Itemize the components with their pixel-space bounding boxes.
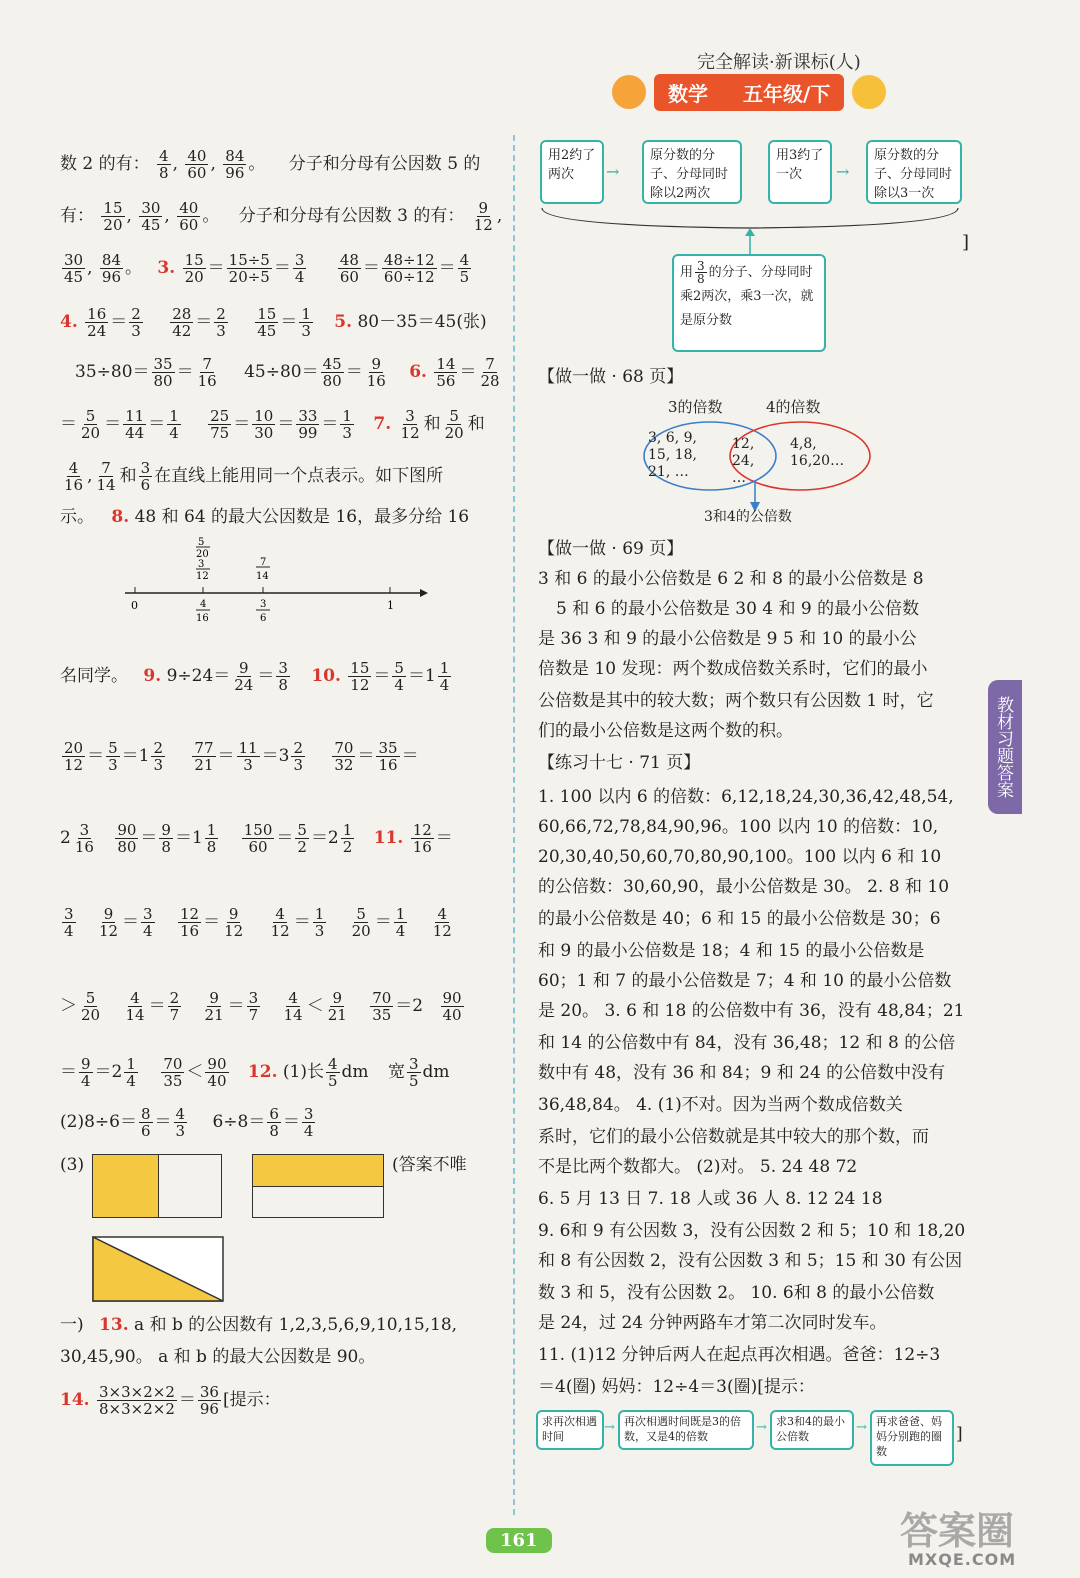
left-line-16 — [60, 1314, 457, 1336]
text-line: 5 和 6 的最小公倍数是 30 4 和 9 的最小公倍数 — [556, 599, 920, 619]
q-number: 3. — [157, 258, 176, 278]
page-number: 161 — [486, 1528, 552, 1553]
left-line-8 — [60, 506, 469, 528]
section-71: 【练习十七 · 71 页】 — [538, 753, 701, 773]
bird-right-icon — [852, 75, 886, 109]
flow1-bottom-box: 用 $\frac{3}{8}$ 的分子、分母同时乘2两次，乘3一次，就是原分数 — [672, 254, 826, 352]
flow1-box-4: 原分数的分子、分母同时除以3一次 — [866, 140, 962, 204]
svg-text:0: 0 — [131, 599, 138, 612]
text-line: 是 36 3 和 9 的最小公倍数是 9 5 和 10 的最小公 — [538, 629, 917, 649]
unit: dm — [341, 1062, 369, 1082]
text-line: 和 8 有公因数 2，没有公因数 3 和 5；15 和 30 有公因 — [538, 1251, 963, 1271]
subject-grade-banner — [654, 74, 844, 111]
grade-label: 五年级/下 — [742, 81, 831, 106]
header-banner — [612, 72, 952, 112]
svg-text:7: 7 — [260, 557, 267, 568]
text-line: 1. 100 以内 6 的倍数：6,12,18,24,30,36,42,48,54, — [538, 787, 954, 807]
flow1-box-2: 原分数的分子、分母同时除以2两次 — [642, 140, 742, 204]
text-line: 36,48,84。 4. (1)不对。因为当两个数成倍数关 — [538, 1095, 903, 1115]
venn-mid-values: 12, 24, … — [732, 436, 755, 486]
text-line: 6. 5 月 13 日 7. 18 人或 36 人 8. 12 24 18 — [538, 1189, 883, 1209]
text: 分子和分母有公因数 5 的 — [288, 154, 481, 174]
flow2-box-1: 求再次相遇时间 — [536, 1410, 604, 1450]
text: [提示： — [222, 1390, 281, 1410]
text: 示。 — [60, 507, 94, 527]
text-line: 11. (1)12 分钟后两人在起点再次相遇。爸爸：12÷3 — [538, 1345, 941, 1365]
section-69: 【做一做 · 69 页】 — [538, 539, 684, 559]
svg-text:14: 14 — [256, 571, 269, 582]
arrow-right-icon: → — [606, 162, 620, 181]
left-line-1: 数 2 的有： $\frac{4}{8}$ , $\frac{40}{60}$ , $\frac{84}{96}$ 。 分子和分母有公因数 5 的 — [60, 147, 481, 182]
left-line-13: ＞ $\frac{5}{20}$ $\frac{4}{14}$ ＝ $\frac{2}{7}$ $\frac{9}{21}$ ＝ $\frac{3}{7}$ $\frac{4}{14}$ ＜ $\frac{9}{21}$ $\frac{70}{35}$ ＝2 $\frac{90}{40}$ — [60, 989, 462, 1024]
text: 一) — [60, 1315, 84, 1335]
text-line: 不是比两个数都大。 (2)对。 5. 24 48 72 — [538, 1157, 858, 1177]
left-line-12: $\frac{3}{4}$ $\frac{9}{12}$ ＝ $\frac{3}{4}$ $\frac{12}{16}$ ＝ $\frac{9}{12}$ $\frac{4}{12}$ ＝ $\frac{1}{3}$ $\frac{5}{20}$ ＝ $\frac{1}{4}$ $\frac{4}{12}$ — [64, 905, 452, 940]
subject-label: 数学 — [668, 81, 708, 106]
arrow-right-icon: → — [604, 1420, 615, 1435]
text: 在直线上能用同一个点表示。如下图所 — [154, 466, 444, 486]
flow2-box-3: 求3和4的最小公倍数 — [770, 1410, 854, 1450]
text: 用 — [680, 265, 694, 280]
q-number: 14. — [60, 1390, 90, 1410]
book-title: 完全解读·新课标(人) — [697, 52, 861, 73]
svg-text:12: 12 — [196, 571, 209, 582]
side-tab: 教材习题答案 — [988, 680, 1022, 814]
arrow-right-icon: → — [756, 1420, 767, 1435]
left-line-10: $\frac{20}{12}$ ＝ $\frac{5}{3}$ ＝1 $\frac{2}{3}$ $\frac{77}{21}$ ＝ $\frac{11}{3}$ ＝3 $\frac{2}{3}$ $\frac{70}{32}$ ＝ $\frac{35}{16}$ ＝ — [64, 739, 419, 774]
left-line-15: (2)8÷6＝ $\frac{8}{6}$ ＝ $\frac{4}{3}$ 6÷8＝ $\frac{6}{8}$ ＝ $\frac{3}{4}$ — [60, 1105, 314, 1140]
text-line: 公倍数是其中的较大数；两个数只有公因数 1 时，它 — [538, 691, 934, 711]
q-number: 9. — [143, 666, 162, 686]
svg-text:5: 5 — [198, 537, 205, 548]
number-line — [120, 535, 430, 630]
q-number: 4. — [60, 312, 78, 332]
text: 48 和 64 的最大公因数是 16，最多分给 16 — [134, 507, 470, 527]
q-number: 10. — [311, 666, 341, 686]
text-line: 60；1 和 7 的最小公倍数是 7；4 和 10 的最小公倍数 — [538, 971, 952, 991]
text-line: 是 20。 3. 6 和 18 的公倍数中有 36，没有 48,84；21 — [538, 1001, 965, 1021]
svg-text:6: 6 — [260, 613, 267, 624]
rect-diagram-3 — [92, 1236, 224, 1302]
text: 的分子、分母同时乘2两次，乘3一次，就是原分数 — [680, 265, 814, 328]
text-line: 们的最小公倍数是这两个数的积。 — [538, 721, 793, 741]
arrow-right-icon: → — [856, 1420, 867, 1435]
svg-text:1: 1 — [387, 599, 394, 612]
text: (1)长 — [282, 1062, 324, 1082]
q-number: 7. — [373, 414, 392, 434]
rect-diagram-2 — [252, 1154, 384, 1218]
q-number: 13. — [99, 1315, 129, 1335]
text-line: 9. 6和 9 有公因数 3，没有公因数 2 和 5；10 和 18,20 — [538, 1221, 966, 1241]
text: 有： — [60, 206, 94, 226]
text-line: 3 和 6 的最小公倍数是 6 2 和 8 的最小公倍数是 8 — [538, 569, 924, 589]
bracket-close: ] — [962, 232, 970, 253]
flow1-brace — [540, 206, 960, 256]
note-not-unique: (答案不唯 — [392, 1155, 467, 1175]
text-line: 20,30,40,50,60,70,80,90,100。100 以内 6 和 10 — [538, 847, 942, 867]
text: 6÷8＝ — [212, 1112, 266, 1132]
q-number: 11. — [373, 828, 404, 848]
text-line: 和 9 的最小公倍数是 18；4 和 15 的最小公倍数是 — [538, 941, 925, 961]
text-line: 系时，它们的最小公倍数就是其中较大的那个数，而 — [538, 1127, 929, 1147]
text: 80－35＝45(张) — [357, 312, 487, 332]
svg-text:4: 4 — [200, 599, 207, 610]
q-number: 6. — [409, 362, 427, 382]
text-line: 60,66,72,78,84,90,96。100 以内 10 的倍数：10, — [538, 817, 939, 837]
svg-text:3: 3 — [260, 599, 267, 610]
rect-diagram-1 — [92, 1154, 222, 1218]
text: 名同学。 — [60, 666, 128, 686]
left-line-14: ＝ $\frac{9}{4}$ ＝2 $\frac{1}{4}$ $\frac{70}{35}$ ＜ $\frac{90}{40}$ 12. (1)长 $\frac{4}{5}$ dm 宽 $\frac{3}{5}$ dm — [60, 1055, 450, 1090]
svg-text:3: 3 — [198, 559, 205, 570]
arrow-right-icon: → — [836, 162, 850, 181]
left-line-3: $\frac{30}{45}$ , $\frac{84}{96}$ 。 3. $\frac{15}{20}$ ＝ $\frac{15\div 5}{20\div 5}$ ＝ $\frac{3}{4}$ $\frac{48}{60}$ ＝ $\frac{48\div 12}{60\div 12}$ ＝ $\frac{4}{5}$ — [64, 251, 470, 286]
text: a 和 b 的公因数有 1,2,3,5,6,9,10,15,18, — [134, 1315, 458, 1335]
text-line: 是 24，过 24 分钟两路车才第二次同时发车。 — [538, 1313, 887, 1333]
text-line: 的最小公倍数是 40；6 和 15 的最小公倍数是 30；6 — [538, 909, 941, 929]
left-line-4: 4. $\frac{16}{24}$ ＝ $\frac{2}{3}$ $\frac{28}{42}$ ＝ $\frac{2}{3}$ $\frac{15}{45}$ ＝ $\frac{1}{3}$ 5. 80－35＝45(张) — [60, 305, 487, 340]
flow1-box-1: 用2约了两次 — [540, 140, 604, 204]
q-number: 8. — [111, 507, 130, 527]
venn-caption: 3和4的公倍数 — [704, 509, 792, 525]
text: 数 2 的有： — [60, 154, 150, 174]
text-line: ＝4(圈) 妈妈：12÷4＝3(圈)[提示： — [538, 1377, 815, 1397]
q3-label: (3) — [60, 1155, 85, 1175]
text-line: 倍数是 10 发现：两个数成倍数关系时，它们的最小 — [538, 659, 928, 679]
q-number: 5. — [334, 312, 353, 332]
text: 45÷80＝ — [244, 362, 319, 382]
text: 分子和分母有公因数 3 的有： — [238, 206, 465, 226]
text-line: 数 3 和 5，没有公因数 2。 10. 6和 8 的最小公倍数 — [538, 1283, 935, 1303]
venn-right-title: 4的倍数 — [766, 398, 821, 416]
left-line-17: 30,45,90。 a 和 b 的最大公因数是 90。 — [60, 1347, 376, 1367]
q-number: 12. — [247, 1062, 278, 1082]
venn-left-values: 3, 6, 9, 15, 18, 21, … — [648, 430, 697, 480]
text: 35÷80＝ — [75, 362, 150, 382]
left-line-6: ＝ $\frac{5}{20}$ ＝ $\frac{11}{44}$ ＝ $\frac{1}{4}$ $\frac{25}{75}$ ＝ $\frac{10}{30}$ ＝ $\frac{33}{99}$ ＝ $\frac{1}{3}$ 7. $\frac{3}{12}$ 和 $\frac{5}{20}$ 和 — [60, 407, 485, 442]
section-68: 【做一做 · 68 页】 — [538, 367, 684, 387]
text: 和 — [423, 414, 441, 434]
text: 宽 — [387, 1062, 405, 1082]
watermark-logo: 答案圈 — [900, 1509, 1015, 1553]
venn-left-title: 3的倍数 — [668, 398, 723, 416]
text: (2)8÷6＝ — [60, 1112, 137, 1132]
column-divider — [513, 135, 515, 1515]
bird-left-icon — [612, 75, 646, 109]
flow2-box-4: 再求爸爸、妈妈分别跑的圈数 — [870, 1410, 954, 1466]
left-line-5: 35÷80＝ $\frac{35}{80}$ ＝ $\frac{7}{16}$ 45÷80＝ $\frac{45}{80}$ ＝ $\frac{9}{16}$ 6. $\frac{14}{56}$ ＝ $\frac{7}{28}$ — [75, 355, 500, 390]
text-line: 数中有 48，没有 36 和 84；9 和 24 的公倍数中没有 — [538, 1063, 946, 1083]
left-line-7: $\frac{4}{16}$ , $\frac{7}{14}$ 和 $\frac{3}{6}$ 在直线上能用同一个点表示。如下图所 — [64, 459, 444, 494]
bracket-close: ] — [956, 1424, 963, 1444]
text: 9÷24＝ — [166, 666, 231, 686]
flow1-box-3: 用3约了一次 — [768, 140, 832, 204]
left-line-11: 2 $\frac{3}{16}$ $\frac{90}{80}$ ＝ $\frac{9}{8}$ ＝1 $\frac{1}{8}$ $\frac{150}{60}$ ＝ $\frac{5}{2}$ ＝2 $\frac{1}{2}$ 11. $\frac{12}{16}$ ＝ — [60, 821, 453, 856]
svg-text:20: 20 — [196, 549, 209, 560]
text-line: 的公倍数：30,60,90，最小公倍数是 30。 2. 8 和 10 — [538, 877, 950, 897]
left-line-2: 有： $\frac{15}{20}$ , $\frac{30}{45}$ , $\frac{40}{60}$ 。 分子和分母有公因数 3 的有： $\frac{9}{12}$ , — [60, 199, 503, 234]
left-line-9: 名同学。 9. 9÷24＝ $\frac{9}{24}$ ＝ $\frac{3}{8}$ 10. $\frac{15}{12}$ ＝ $\frac{5}{4}$ ＝1 $\frac{1}{4}$ — [60, 659, 450, 694]
watermark-url: MXQE.COM — [908, 1550, 1017, 1569]
svg-text:16: 16 — [196, 613, 209, 624]
flow2-box-2: 再次相遇时间既是3的倍数，又是4的倍数 — [618, 1410, 754, 1450]
text-line: 和 14 的公倍数中有 84，没有 36,48；12 和 8 的公倍 — [538, 1033, 956, 1053]
venn-right-values: 4,8, 16,20… — [790, 436, 845, 469]
left-line-18: 14. $\frac{3\times 3\times 2\times 2}{8\times 3\times 2\times 2}$ ＝ $\frac{36}{96}$ [提示： — [60, 1383, 281, 1418]
